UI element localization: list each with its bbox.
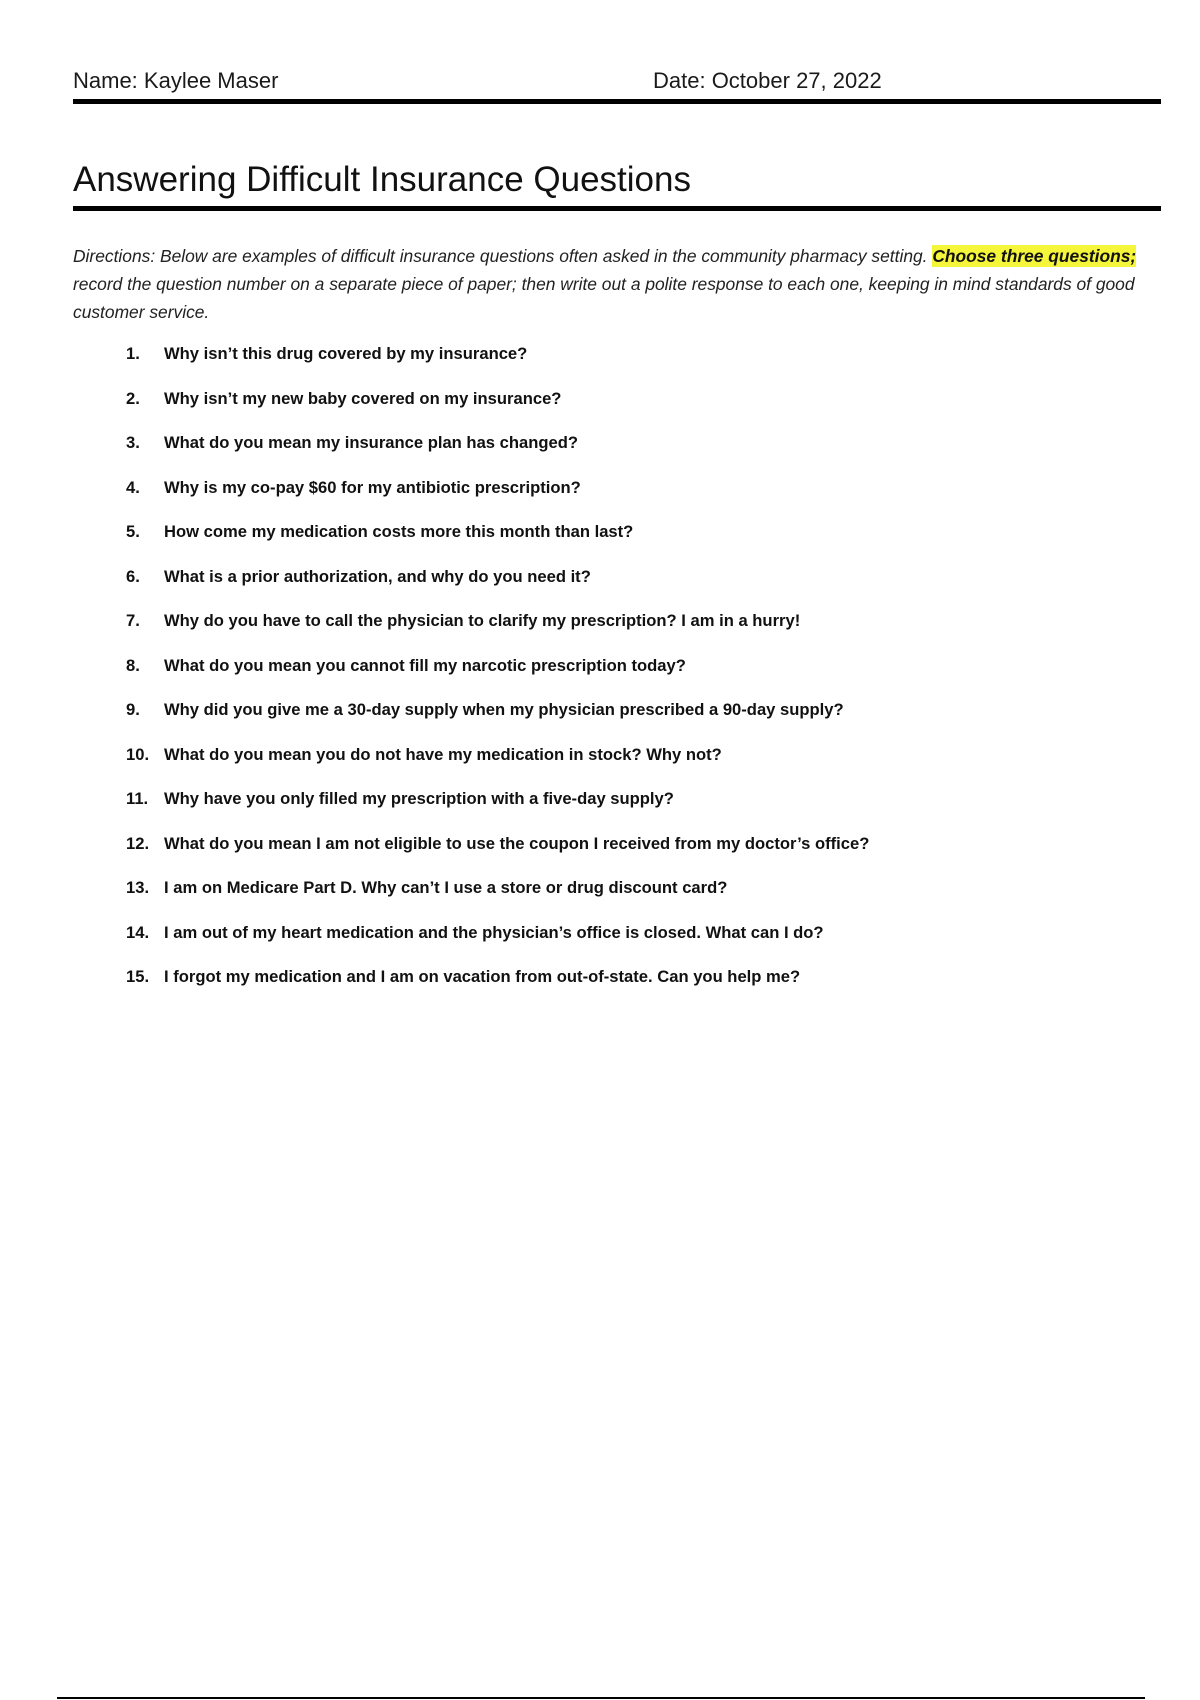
directions-paragraph bbox=[73, 242, 1161, 326]
question-text: I forgot my medication and I am on vacation from out-of-state. Can you help me? bbox=[164, 967, 801, 986]
question-text: How come my medication costs more this month than last? bbox=[164, 522, 634, 541]
question-number: 2. bbox=[126, 388, 140, 408]
title-divider bbox=[73, 206, 1161, 211]
question-text: What is a prior authorization, and why do you need it? bbox=[164, 566, 591, 586]
question-number: 15. bbox=[126, 967, 150, 986]
question-number: 6. bbox=[126, 566, 140, 586]
question-text: Why do you have to call the physician to clarify my prescription? I am in a hurry! bbox=[164, 611, 801, 630]
question-number: 5. bbox=[126, 522, 140, 541]
question-number: 3. bbox=[126, 433, 140, 452]
question-text: I am on Medicare Part D. Why can’t I use a store or drug discount card? bbox=[164, 878, 728, 897]
directions-intro: Directions: Below are examples of difficult insurance questions often asked in the community pharmacy setting. bbox=[73, 246, 933, 266]
worksheet-date: Date: October 27, 2022 bbox=[653, 68, 882, 93]
question-number: 1. bbox=[126, 344, 140, 363]
question-number: 8. bbox=[126, 655, 140, 675]
question-text: Why have you only filled my prescription with a five-day supply? bbox=[164, 789, 674, 808]
question-number: 10. bbox=[126, 744, 150, 764]
question-number: 13. bbox=[126, 878, 150, 897]
question-text: What do you mean you cannot fill my narcotic prescription today? bbox=[164, 655, 686, 675]
question-number: 4. bbox=[126, 477, 140, 497]
question-number: 12. bbox=[126, 833, 150, 853]
header-row bbox=[73, 68, 1161, 98]
footer-divider bbox=[57, 1697, 1145, 1699]
question-text: Why is my co-pay $60 for my antibiotic prescription? bbox=[164, 477, 581, 497]
question-number: 11. bbox=[126, 789, 149, 808]
student-name: Name: Kaylee Maser bbox=[73, 68, 279, 93]
page-title: Answering Difficult Insurance Questions bbox=[73, 160, 691, 199]
question-text: Why did you give me a 30-day supply when my physician prescribed a 90-day supply? bbox=[164, 700, 844, 719]
directions-highlight: Choose three questions; bbox=[932, 246, 1137, 266]
question-text: What do you mean I am not eligible to use the coupon I received from my doctor’s office? bbox=[164, 833, 870, 853]
directions-rest: record the question number on a separate piece of paper; then write out a polite response to each one, keeping in mind standards of good customer service. bbox=[73, 274, 1135, 322]
question-number: 14. bbox=[126, 922, 150, 942]
question-text: Why isn’t my new baby covered on my insurance? bbox=[164, 388, 562, 408]
question-number: 7. bbox=[126, 611, 140, 630]
header-divider bbox=[73, 99, 1161, 104]
question-text: What do you mean you do not have my medication in stock? Why not? bbox=[164, 744, 722, 764]
question-text: What do you mean my insurance plan has changed? bbox=[164, 433, 579, 452]
question-text: Why isn’t this drug covered by my insurance? bbox=[164, 344, 528, 363]
question-text: I am out of my heart medication and the physician’s office is closed. What can I do? bbox=[164, 922, 824, 942]
question-number: 9. bbox=[126, 700, 140, 719]
